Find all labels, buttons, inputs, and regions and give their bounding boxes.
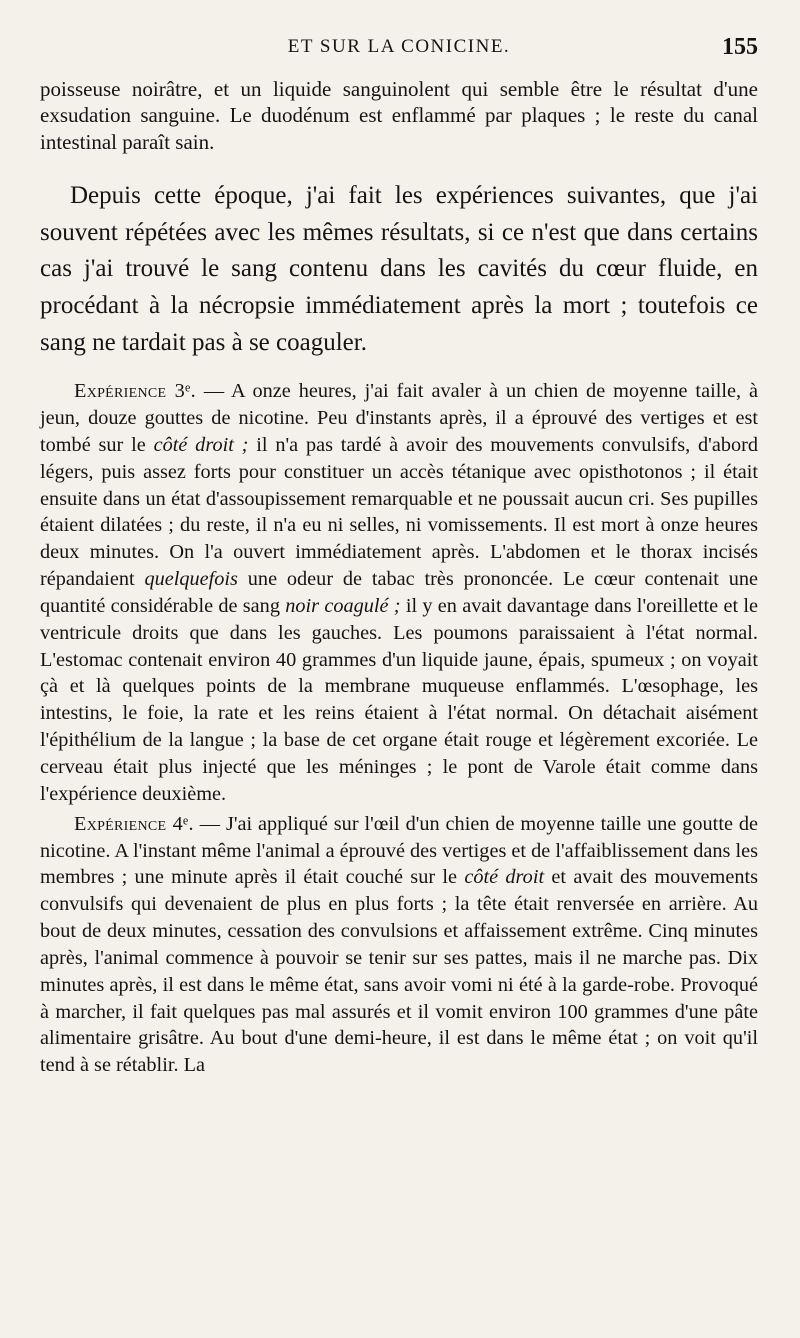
- experience-3-text-2: il n'a pas tardé à avoir des mouvements convulsifs, d'abord légers, puis assez forts pour constituer un accès tétanique avec opisthotonos ; il était ensuite dans un état d'assoupissement remarquable et ne poussait aucun cri. Ses pupilles étaient dilatées ; du reste, il n'a eu ni selles, ni vomissements. Il est mort à onze heures deux minutes. On l'a ouvert immédiatement après. L'abdomen et le thorax incisés répandaient: [40, 433, 759, 591]
- experience-3-italic-2: quelquefois: [144, 568, 238, 591]
- experience-3-text-3: une odeur de tabac très prononcée. Le cœur contenait une quantité considérable de sang: [40, 568, 759, 617]
- experience-3-italic-1: côté droit ;: [153, 433, 249, 456]
- running-head: ET SUR LA CONICINE.: [287, 36, 511, 57]
- experience-4-label: Expérience 4ᵉ.: [74, 812, 194, 835]
- paragraph-continuation: poisseuse noirâtre, et un liquide sanguinolent qui semble être le résultat d'une exsudation sanguine. Le duodénum est enflammé par plaques ; le reste du canal intestinal paraît sain.: [40, 77, 758, 154]
- experience-4-text-1: — J'ai appliqué sur l'œil d'un chien de moyenne taille une goutte de nicotine. A l'instant même l'animal a éprouvé des vertiges et de l'affaiblissement dans les membres ; une minute après il était couché sur le: [40, 812, 758, 889]
- experience-3-label: Expérience 3ᵉ.: [74, 380, 196, 403]
- page-header: [40, 34, 758, 64]
- experience-4-italic-1: côté droit: [464, 866, 545, 889]
- paragraph-experience-3: [40, 378, 758, 808]
- experience-3-text-4: il y en avait davantage dans l'oreillette et le ventricule droits que dans les gauches. Les poumons paraissaient à l'état normal. L'estomac contenait environ 40 grammes d'un liquide jaune, épais, spumeux ; on voyait çà et là quelques points de la membrane muqueuse enflammés. L'œsophage, les intestins, le foie, la rate et les reins étaient à l'état normal. On détachait aisément l'épithélium de la langue ; la base de cet organe était rouge et légèrement excoriée. Le cerveau était plus injecté que les méninges ; le pont de Varole était comme dans l'expérience deuxième.: [40, 594, 758, 805]
- page-body: [40, 76, 758, 1079]
- page-number: 155: [722, 34, 758, 60]
- paragraph-intro: Depuis cette époque, j'ai fait les expériences suivantes, que j'ai souvent répétées avec les mêmes résultats, si ce n'est que dans certains cas j'ai trouvé le sang contenu dans les cavités du cœur fluide, en procédant à la nécropsie immédiatement après la mort ; toutefois ce sang ne tardait pas à se coaguler.: [40, 182, 758, 356]
- experience-3-text-1: — A onze heures, j'ai fait avaler à un chien de moyenne taille, à jeun, douze gouttes de nicotine. Peu d'instants après, il a éprouvé des vertiges et est tombé sur le: [40, 380, 758, 456]
- experience-4-text-2: et avait des mouvements convulsifs qui devenaient de plus en plus forts ; la tête était renversée en arrière. Au bout de deux minutes, cessation des convulsions et affaissement extrême. Cinq minutes après, l'animal commence à pouvoir se tenir sur ses pattes, mais il ne marche pas. Dix minutes après, il est dans le même état, sans avoir vomi ni été à la garde-robe. Provoqué à marcher, il fait quelques pas mal assurés et il vomit environ 100 grammes d'une pâte alimentaire grisâtre. Au bout d'une demi-heure, il est dans le même état ; on voit qu'il tend à se rétablir. La: [40, 866, 758, 1077]
- paragraph-experience-4: [40, 811, 758, 1079]
- experience-3-italic-3: noir coagulé ;: [285, 594, 401, 617]
